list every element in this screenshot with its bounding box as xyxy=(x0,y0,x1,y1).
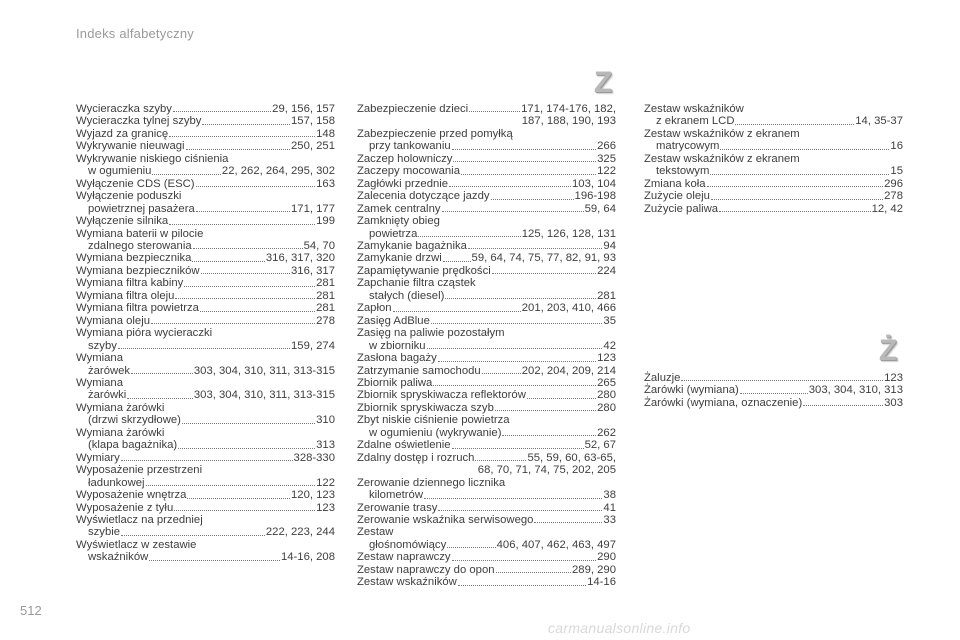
index-entry xyxy=(357,564,616,576)
dot-leader xyxy=(200,311,315,312)
index-entry-pages-continued: 187, 188, 190, 193 xyxy=(521,115,616,128)
index-entry-pages: 224 xyxy=(597,264,616,277)
dot-leader xyxy=(121,535,265,536)
index-entry-label: Zabezpieczenie przed pomyłką xyxy=(357,127,513,140)
index-entry xyxy=(76,452,335,464)
index-entry-label: Wyłączenie silnika xyxy=(76,215,169,228)
dot-leader xyxy=(196,211,290,212)
index-entry-pages: 281 xyxy=(316,302,335,315)
index-entry-pages: 281 xyxy=(597,289,616,302)
dot-leader xyxy=(127,398,193,399)
dot-leader xyxy=(393,311,521,312)
index-entry-label: Żarówki (wymiana) xyxy=(644,384,739,397)
index-column-3-z-dot xyxy=(644,372,903,409)
index-entry-pages: 201, 203, 410, 466 xyxy=(521,302,616,315)
index-entry-label: (klapa bagażnika) xyxy=(88,439,178,452)
index-entry-pages: 303 xyxy=(884,396,903,409)
index-entry xyxy=(644,103,903,128)
index-entry-label: Zbiornik spryskiwacza reflektorów xyxy=(357,389,526,402)
index-entry xyxy=(357,203,616,215)
index-entry-pages: 33 xyxy=(603,513,616,526)
index-entry-pages: 303, 304, 310, 311, 313-315 xyxy=(193,364,335,377)
dot-leader xyxy=(445,298,596,299)
index-entry-label: matrycowym xyxy=(656,140,720,153)
index-entry xyxy=(76,514,335,539)
section-letter-z-dot: Ż xyxy=(878,334,898,367)
index-entry-pages: 280 xyxy=(597,401,616,414)
dot-leader xyxy=(131,373,193,374)
index-entry-label: Wyposażenie wnętrza xyxy=(76,489,187,502)
index-entry xyxy=(644,203,903,215)
index-entry-label: Wymiana filtra oleju xyxy=(76,289,175,302)
index-entry-label: Żarówki (wymiana, oznaczenie) xyxy=(644,396,803,409)
dot-leader xyxy=(149,560,280,561)
index-entry-label: powietrza xyxy=(369,227,418,240)
index-entry xyxy=(76,352,335,377)
dot-leader xyxy=(427,348,603,349)
dot-leader xyxy=(711,199,883,200)
index-entry-label: szybie xyxy=(88,526,121,539)
index-entry-pages: 406, 407, 462, 463, 497 xyxy=(496,538,616,551)
index-entry-pages: 196-198 xyxy=(574,190,616,203)
index-entry-pages: 59, 64, 74, 75, 77, 82, 91, 93 xyxy=(471,252,616,265)
index-entry xyxy=(76,464,335,489)
dot-leader xyxy=(438,510,602,511)
index-entry-pages-continued: 68, 70, 71, 74, 75, 202, 205 xyxy=(477,464,616,477)
index-entry-label: Zerowanie trasy xyxy=(357,501,438,514)
index-entry-pages: 123 xyxy=(316,501,335,514)
index-entry xyxy=(76,377,335,402)
dot-leader xyxy=(496,572,571,573)
index-entry-label: Zestaw wskaźników z ekranem xyxy=(644,127,800,140)
dot-leader xyxy=(447,547,495,548)
index-entry-label: Zabezpieczenie dzieci xyxy=(357,103,469,115)
index-entry-label: żarówek xyxy=(88,364,131,377)
dot-leader xyxy=(452,448,584,449)
index-entry-label: Zaczep holowniczy xyxy=(357,152,453,165)
dot-leader xyxy=(469,111,520,112)
index-entry xyxy=(76,302,335,314)
index-entry-pages: 290 xyxy=(597,551,616,564)
index-entry-pages: 157, 158 xyxy=(291,115,335,128)
dot-leader xyxy=(187,498,290,499)
index-entry-pages: 41 xyxy=(603,501,616,514)
index-entry-pages: 266 xyxy=(597,140,616,153)
dot-leader xyxy=(174,510,315,511)
index-entry-label: Wymiana bezpieczników xyxy=(76,264,200,277)
dot-leader xyxy=(452,560,597,561)
dot-leader xyxy=(151,323,315,324)
dot-leader xyxy=(424,498,602,499)
dot-leader xyxy=(475,460,526,461)
dot-leader xyxy=(502,435,596,436)
index-entry-pages: 171, 174-176, 182, xyxy=(521,103,616,115)
index-entry-pages: 103, 104 xyxy=(572,177,616,190)
index-entry xyxy=(357,514,616,526)
index-entry xyxy=(76,140,335,152)
index-entry-label: Zasięg AdBlue xyxy=(357,314,430,327)
index-entry-pages: 281 xyxy=(316,277,335,290)
index-entry-label: Wymiana bezpiecznika xyxy=(76,252,192,265)
index-entry-label: Wymiana oleju xyxy=(76,314,150,327)
index-entry xyxy=(76,265,335,277)
index-entry-label: Zerowanie wskaźnika serwisowego xyxy=(357,513,534,526)
index-entry xyxy=(357,452,616,477)
index-entry-label: Zmiana koła xyxy=(644,177,706,190)
index-entry xyxy=(357,277,616,302)
dot-leader xyxy=(449,186,571,187)
index-entry-label: Zużycie oleju xyxy=(644,190,710,203)
index-entry-pages: 120, 123 xyxy=(291,489,335,502)
index-entry xyxy=(76,228,335,253)
index-entry-label: Zbiornik paliwa xyxy=(357,376,433,389)
index-entry xyxy=(357,302,616,314)
index-entry-label: Wymiana xyxy=(76,376,123,389)
index-entry-pages: 123 xyxy=(884,372,903,384)
index-entry-pages: 163 xyxy=(316,177,335,190)
index-entry-label: stałych (diesel) xyxy=(369,289,445,302)
index-entry xyxy=(76,489,335,501)
index-entry-pages: 38 xyxy=(603,489,616,502)
index-entry xyxy=(644,128,903,153)
index-entry xyxy=(357,414,616,439)
dot-leader xyxy=(495,410,596,411)
index-entry-label: Wykrywanie nieuwagi xyxy=(76,140,185,153)
section-letter-z: Z xyxy=(593,66,613,99)
dot-leader xyxy=(186,149,290,150)
index-entry-pages: 303, 304, 310, 311, 313-315 xyxy=(193,389,335,402)
index-entry-pages: 262 xyxy=(597,426,616,439)
dot-leader xyxy=(482,373,521,374)
index-column-3 xyxy=(644,103,903,215)
index-entry-pages: 52, 67 xyxy=(584,439,616,452)
watermark: carmanualsonline.info xyxy=(548,620,691,636)
index-entry-label: wskaźników xyxy=(88,551,149,564)
index-entry-label: przy tankowaniu xyxy=(369,140,451,153)
index-entry-label: Zerowanie dziennego licznika xyxy=(357,476,506,489)
index-entry xyxy=(357,365,616,377)
index-entry-pages: 122 xyxy=(316,476,335,489)
dot-leader xyxy=(146,485,316,486)
index-entry xyxy=(76,327,335,352)
index-entry-label: Wycieraczka szyby xyxy=(76,103,172,115)
dot-leader xyxy=(719,211,870,212)
index-entry-label: Zestaw naprawczy xyxy=(357,551,451,564)
index-entry-label: zdalnego sterowania xyxy=(88,239,192,252)
index-entry-label: Zamknięty obieg xyxy=(357,215,440,228)
index-entry xyxy=(357,178,616,190)
index-column-2 xyxy=(357,103,616,589)
page-number: 512 xyxy=(20,603,42,618)
index-entry xyxy=(357,402,616,414)
dot-leader xyxy=(492,273,596,274)
index-entry xyxy=(357,315,616,327)
index-entry-label: Zamykanie bagażnika xyxy=(357,239,467,252)
dot-leader xyxy=(175,298,315,299)
index-entry xyxy=(357,389,616,401)
index-entry xyxy=(357,526,616,551)
dot-leader xyxy=(442,211,584,212)
index-entry-pages: 310 xyxy=(316,414,335,427)
index-entry xyxy=(357,327,616,352)
index-entry-label: Zamykanie drzwi xyxy=(357,252,442,265)
index-entry-pages: 280 xyxy=(597,389,616,402)
index-entry-pages: 123 xyxy=(597,352,616,365)
index-entry-label: Zamek centralny xyxy=(357,202,441,215)
index-entry-pages: 281 xyxy=(316,289,335,302)
index-entry-label: Wyłączenie CDS (ESC) xyxy=(76,177,195,190)
index-entry xyxy=(357,103,616,128)
page-header: Indeks alfabetyczny xyxy=(76,26,194,41)
index-entry-label: Zapchanie filtra cząstek xyxy=(357,277,476,290)
index-entry-label: Zapamiętywanie prędkości xyxy=(357,264,491,277)
index-entry-pages: 148 xyxy=(316,127,335,140)
index-entry-label: w ogumieniu xyxy=(88,165,152,178)
index-entry-pages: 59, 64 xyxy=(584,202,616,215)
index-entry xyxy=(357,128,616,153)
index-entry-label: Zestaw xyxy=(357,526,394,539)
index-entry-label: Wycieraczka tylnej szyby xyxy=(76,115,202,128)
index-entry xyxy=(76,178,335,190)
index-entry-label: Wymiana filtra kabiny xyxy=(76,277,184,290)
index-entry-label: Wymiary xyxy=(76,451,120,464)
index-entry-label: Zalecenia dotyczące jazdy xyxy=(357,190,490,203)
index-entry xyxy=(76,427,335,452)
index-entry-label: Zapłon xyxy=(357,302,392,315)
dot-leader xyxy=(735,124,854,125)
dot-leader xyxy=(720,149,889,150)
index-entry-label: Wykrywanie niskiego ciśnienia xyxy=(76,152,229,165)
dot-leader xyxy=(461,174,596,175)
index-entry-label: Zdalne oświetlenie xyxy=(357,439,451,452)
index-entry xyxy=(76,315,335,327)
index-entry-pages: 125, 126, 128, 131 xyxy=(521,227,616,240)
index-entry-label: Zdalny dostęp i rozruch xyxy=(357,451,475,464)
index-entry xyxy=(76,290,335,302)
index-entry xyxy=(357,165,616,177)
dot-leader xyxy=(173,111,271,112)
dot-leader xyxy=(438,361,596,362)
index-entry-label: w ogumieniu (wykrywanie) xyxy=(369,426,502,439)
dot-leader xyxy=(418,236,520,237)
index-entry-pages: 159, 274 xyxy=(291,339,335,352)
index-entry-label: Wymiana żarówki xyxy=(76,426,165,439)
index-entry xyxy=(644,384,903,396)
index-entry-label: powietrznej pasażera xyxy=(88,202,195,215)
index-entry xyxy=(357,477,616,502)
dot-leader xyxy=(184,286,315,287)
index-entry xyxy=(357,439,616,451)
index-entry-label: szyby xyxy=(88,339,117,352)
index-entry xyxy=(357,190,616,202)
index-entry xyxy=(76,153,335,178)
index-entry-pages: 222, 223, 244 xyxy=(265,526,335,539)
dot-leader xyxy=(491,199,574,200)
dot-leader xyxy=(196,186,316,187)
dot-leader xyxy=(118,348,290,349)
index-entry xyxy=(76,252,335,264)
index-entry xyxy=(76,128,335,140)
dot-leader xyxy=(178,448,315,449)
index-entry-pages: 14, 35-37 xyxy=(855,115,903,128)
index-entry-label: Zestaw wskaźników z ekranem xyxy=(644,152,800,165)
index-entry-label: Wyświetlacz na przedniej xyxy=(76,513,203,526)
index-entry-label: Wymiana xyxy=(76,352,123,365)
dot-leader xyxy=(169,136,315,137)
dot-leader xyxy=(169,224,315,225)
index-entry-label: Zaczepy mocowania xyxy=(357,165,460,178)
index-column-1 xyxy=(76,103,335,564)
index-entry xyxy=(644,397,903,409)
dot-leader xyxy=(710,174,889,175)
index-entry-pages: 29, 156, 157 xyxy=(272,103,335,115)
dot-leader xyxy=(452,149,597,150)
dot-leader xyxy=(443,261,471,262)
index-entry xyxy=(76,277,335,289)
index-entry-label: Zużycie paliwa xyxy=(644,202,719,215)
index-entry xyxy=(644,153,903,178)
index-entry-pages: 14-16 xyxy=(587,576,616,589)
index-entry-label: (drzwi skrzydłowe) xyxy=(88,414,181,427)
index-entry-label: Zestaw wskaźników xyxy=(644,103,744,115)
index-entry-label: ładunkowej xyxy=(88,476,145,489)
index-entry-label: Żaluzje xyxy=(644,372,681,384)
index-entry-label: Wymiana pióra wycieraczki xyxy=(76,327,213,340)
dot-leader xyxy=(458,585,586,586)
dot-leader xyxy=(192,261,264,262)
index-entry-label: tekstowym xyxy=(656,165,710,178)
index-entry-label: Wymiana baterii w pilocie xyxy=(76,227,204,240)
index-entry xyxy=(357,252,616,264)
index-entry-pages: 22, 262, 264, 295, 302 xyxy=(221,165,335,178)
dot-leader xyxy=(468,248,603,249)
index-entry-pages: 278 xyxy=(884,190,903,203)
index-entry-pages: 54, 70 xyxy=(303,239,335,252)
index-entry-label: Zbyt niskie ciśnienie powietrza xyxy=(357,414,510,427)
index-entry-pages: 15 xyxy=(890,165,903,178)
index-entry xyxy=(357,377,616,389)
dot-leader xyxy=(433,385,596,386)
index-entry-pages: 94 xyxy=(603,239,616,252)
index-entry xyxy=(357,576,616,588)
index-entry-pages: 265 xyxy=(597,376,616,389)
index-entry xyxy=(357,502,616,514)
index-entry-pages: 14-16, 208 xyxy=(280,551,335,564)
index-entry-label: Wyposażenie z tyłu xyxy=(76,501,174,514)
dot-leader xyxy=(740,393,808,394)
index-entry-pages: 55, 59, 60, 63-65, xyxy=(527,451,616,464)
dot-leader xyxy=(453,161,596,162)
index-entry-label: Zasłona bagaży xyxy=(357,352,437,365)
index-entry-pages: 316, 317, 320 xyxy=(265,252,335,265)
dot-leader xyxy=(182,423,315,424)
dot-leader xyxy=(431,323,603,324)
index-entry-label: Wyjazd za granicę xyxy=(76,127,169,140)
index-entry xyxy=(76,215,335,227)
index-entry xyxy=(644,190,903,202)
index-entry xyxy=(357,215,616,240)
index-entry xyxy=(357,352,616,364)
dot-leader xyxy=(201,273,290,274)
index-entry-pages: 278 xyxy=(316,314,335,327)
index-entry-label: Zagłówki przednie xyxy=(357,177,449,190)
dot-leader xyxy=(803,405,883,406)
index-entry-pages: 313 xyxy=(316,439,335,452)
index-entry-pages: 12, 42 xyxy=(871,202,903,215)
index-entry xyxy=(76,103,335,115)
index-entry-label: Zbiornik spryskiwacza szyb xyxy=(357,401,494,414)
index-entry-label: Wyświetlacz w zestawie xyxy=(76,538,197,551)
index-entry-label: żarówki xyxy=(88,389,127,402)
index-entry-pages: 35 xyxy=(603,314,616,327)
index-entry xyxy=(76,502,335,514)
index-entry-pages: 42 xyxy=(603,339,616,352)
index-entry-pages: 289, 290 xyxy=(572,563,616,576)
index-entry-pages: 122 xyxy=(597,165,616,178)
index-entry-label: z ekranem LCD xyxy=(656,115,735,128)
dot-leader xyxy=(193,248,303,249)
index-entry xyxy=(357,153,616,165)
index-entry-pages: 303, 304, 310, 313 xyxy=(808,384,903,397)
index-entry xyxy=(76,539,335,564)
dot-leader xyxy=(202,124,290,125)
index-entry xyxy=(644,178,903,190)
index-entry-pages: 16 xyxy=(890,140,903,153)
index-entry xyxy=(76,402,335,427)
index-entry-pages: 316, 317 xyxy=(291,264,335,277)
dot-leader xyxy=(534,522,602,523)
dot-leader xyxy=(707,186,884,187)
index-entry-label: Zestaw naprawczy do opon xyxy=(357,563,495,576)
index-entry-label: Wyposażenie przestrzeni xyxy=(76,464,203,477)
index-entry xyxy=(357,265,616,277)
dot-leader xyxy=(527,398,596,399)
index-entry-pages: 328-330 xyxy=(293,451,335,464)
index-entry xyxy=(76,115,335,127)
index-entry-label: w zbiorniku xyxy=(369,339,426,352)
index-entry-pages: 171, 177 xyxy=(291,202,335,215)
index-entry xyxy=(357,551,616,563)
index-entry-label: głośnomówiący xyxy=(369,538,447,551)
index-entry-label: Zestaw wskaźników xyxy=(357,576,457,589)
index-entry xyxy=(76,190,335,215)
index-entry-label: Zatrzymanie samochodu xyxy=(357,364,481,377)
index-entry-pages: 296 xyxy=(884,177,903,190)
index-entry-label: Wyłączenie poduszki xyxy=(76,190,182,203)
index-entry-pages: 250, 251 xyxy=(291,140,335,153)
index-entry xyxy=(644,372,903,384)
dot-leader xyxy=(121,460,293,461)
index-entry-pages: 325 xyxy=(597,152,616,165)
index-entry-label: kilometrów xyxy=(369,489,423,502)
index-entry-label: Wymiana filtra powietrza xyxy=(76,302,199,315)
index-entry xyxy=(357,240,616,252)
dot-leader xyxy=(681,380,883,381)
index-entry-label: Zasięg na paliwie pozostałym xyxy=(357,327,505,340)
index-entry-pages: 199 xyxy=(316,215,335,228)
index-entry-pages: 202, 204, 209, 214 xyxy=(521,364,616,377)
index-entry-label: Wymiana żarówki xyxy=(76,401,165,414)
dot-leader xyxy=(152,174,220,175)
